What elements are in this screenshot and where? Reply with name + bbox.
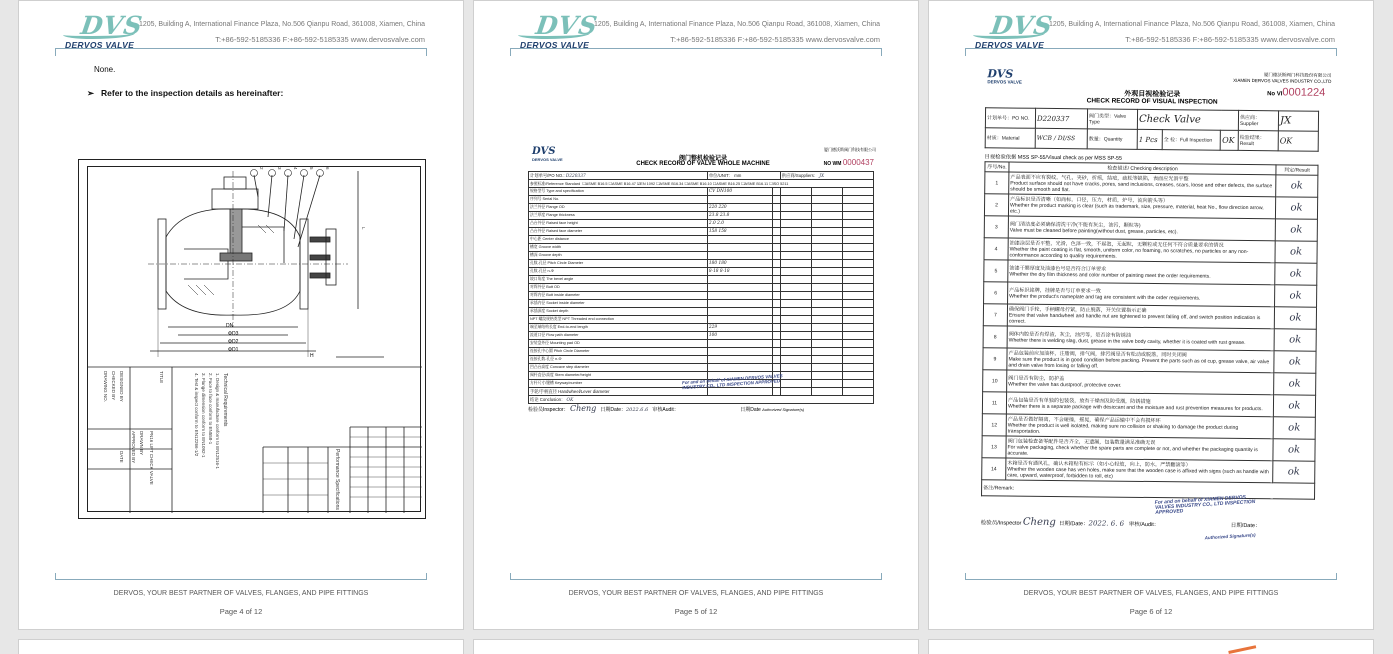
- dim-dn: DN: [226, 323, 234, 329]
- brand-name: DERVOS VALVE: [975, 40, 1045, 50]
- company-logo: DVS DERVOS VALVE: [975, 11, 1055, 50]
- balloon-label: 3: [277, 167, 282, 170]
- title-block-label: DESIGNED BY: [119, 371, 124, 402]
- footer-divider: [55, 579, 427, 580]
- header-address: 1205, Building A, International Finance Plaza, No.506 Qianpu Road, 361008, Xiamen, China: [593, 21, 880, 28]
- table-row: 孔数-孔径 Pitch Circle Diameter 180 180: [529, 260, 874, 268]
- form-logo: DVS: [532, 146, 556, 157]
- title-block-label: DRAWING NO.: [103, 371, 108, 402]
- dim-d1: ΦD1: [228, 347, 239, 353]
- title-block-label: TITLE: [159, 371, 164, 384]
- footer-divider: [965, 579, 1337, 580]
- valve-drawing: [78, 159, 426, 519]
- tech-req-title: Technical Requirements: [222, 373, 228, 427]
- form-no: No VI0001224: [1267, 86, 1326, 99]
- checklist-row: 8 阀体内腔是否有焊渣，灰尘，油污等，是否涂有防锈油 Whether there is welding slag, dust, grease in the valve body cavity, whether it is coated with rust grease. ok: [983, 326, 1316, 351]
- tech-req-item: 3. Flange dimension conform to EN1092-1: [201, 373, 206, 458]
- table-row: 凸台外径 Raised face height 2.0 2.0: [529, 220, 874, 228]
- table-row: 阀杆直径/高度 Stem diameter/height: [529, 372, 874, 380]
- checklist-row: 6 产品标识铭牌，挂牌是否与订单要求一致 Whether the product's nameplate and tag are consistent with the order requirements. ok: [984, 282, 1317, 307]
- company-logo: DVS DERVOS VALVE: [520, 11, 600, 50]
- table-row: 序列号 Serial No.: [529, 196, 874, 204]
- checklist-row: 3 阀门清洁度必须确保清洗干净(不能有灰尘，油污，颗粒等) Valve must be cleaned before painting(without dust, grease, particles, etc). ok: [984, 216, 1317, 241]
- table-row: 中心距 Center distance: [529, 236, 874, 244]
- header-contact: T:+86-592-5185336 F:+86-592-5185335 www.dervosvalve.com: [670, 35, 880, 44]
- table-row: 端至端结构长度 End-to-end length 229: [529, 324, 874, 332]
- checklist-table: 序号/No. 检查描述/ Checking description 判定/Result 1 产品表面不应有裂纹，气孔，夹砂，折痕，结疤，疏松等缺陷，表面应光滑平整 Product surface should not have cracks, pores, sand inclusions, creases, scars, loose and other defects, the surface should be smooth and flat. ok 2 产品标识是否清晰（如商标，口径，压力，材质，炉号，流向箭头等） Whether the product marking is clear (such as trademark, size, pressure, material, heat No., flow direction arrow, etc.) ok 3 阀门清洁度必须确保清洗干净(不能有灰尘，油污，颗粒等) Valve must be cleaned before painting(without dust, grease, particles, etc). ok 4 油漆涂层是否平整，光滑，色泽一致，不起泡，无起粒，无颗粒或无任何不符合质量要求的情况 Whether the paint coating is flat, smooth, uniform color, no foaming, no scratches, no particles or any non-conformance according to quality requirements. ok 5 油漆干膜厚度及油漆色号是否符合订单要求 Whether the dry film thickness and color number of painting meet the order requirements. ok 6 产品标识铭牌，挂牌是否与订单要求一致 Whether the product's nameplate and tag are consistent with the order requirements. ok 7 确保阀门手轮，手柄螺母拧紧，防止脱落，开关位置指示正确 Ensure that valve handwheel and handle nut are tightened to prevent falling off, and switch position indication is correct. ok 8 阀体内腔是否有焊渣，灰尘，油污等，是否涂有防锈油 Whether there is welding slag, dust, grease in the valve body cavity, whether it is coated with rust grease. ok 9 产品包装前应加油杯，注脂阀，排气阀，排污阀是否有松动或脱落，同时关闭阀 Make sure the product is in good condition before packing. Prevent the parts such as oil cup, grease valve, air valve and drain valve from losing or falling off. ok 10 阀门是否有防尘，防护盖 Whether the valve has dustproof, protective cover. ok 11 产品包装是否有单独的包装袋，放有干燥剂及防受潮，防锈措施 Whether there is a separate package with desiccant and the moisture and rust prevention measures for products. ok 12 产品是否做好隔离，不会碰撞，摇晃，确保产品运输中不会有损坏坏 Whether the product is well isolated, making sure no collision or shaking to damage the product during transportation. ok 13 阀门包装检查备零配件是否齐全，无遗漏，包装数量满足准确无误 For valve packaging, check whether the spare parts are complete or not, and whether the packaging quantity is accurate. ok 14 木箱是否有通风孔，确认木箱贴有标示（如小心轻放，向上，防水，严禁翻滚等） Whether the wooden case has ven holes, make sure that the wooden case is affixed with signs (such as handle with care, upward, waterproof, forbidden to roll, etc) ok 备注/Remark：: [981, 161, 1318, 499]
- brand-name: DERVOS VALVE: [520, 40, 590, 50]
- inspection-basis: 目视检验依据 MSS SP-55/Visual check as per MSS SP-55: [984, 154, 1122, 162]
- dim-l: L: [361, 227, 366, 230]
- header-divider: [510, 48, 882, 49]
- dim-h: H: [310, 353, 314, 359]
- header-contact: T:+86-592-5185336 F:+86-592-5185335 www.dervosvalve.com: [215, 35, 425, 44]
- table-row: 凸台外径 Raised face diameter 158 158: [529, 228, 874, 236]
- title-block-label: DRAWN BY: [139, 431, 144, 456]
- title-block-label: CHECKED BY: [111, 371, 116, 401]
- footer-slogan: DERVOS, YOUR BEST PARTNER OF VALVES, FLANGES, AND PIPE FITTINGS: [1023, 590, 1279, 597]
- table-row: 坡口角度 The bevel angle: [529, 276, 874, 284]
- form-logo: DVS: [987, 67, 1014, 81]
- balloon-label: 2: [259, 167, 264, 170]
- dim-d2: ΦD2: [228, 339, 239, 345]
- checklist-row: 7 确保阀门手轮，手柄螺母拧紧，防止脱落，开关位置指示正确 Ensure that valve handwheel and handle nut are tightened to prevent falling off, and switch position indication is correct. ok: [983, 304, 1316, 329]
- table-row: 凹凸台高度 Concave step diameter: [529, 364, 874, 372]
- checklist-row: 13 阀门包装检查备零配件是否齐全，无遗漏，包装数量满足准确无误 For valve packaging, check whether the spare parts are complete or not, and whether the packaging quantity is accurate. ok: [982, 436, 1315, 461]
- form-signoff: 检验员/Inspector Cheng 日期/Date：2022. 6. 6 审核/Audit： 日期/Date：: [980, 516, 1261, 530]
- table-row: 承插深度 Socket depth: [529, 308, 874, 316]
- footer-slogan: DERVOS, YOUR BEST PARTNER OF VALVES, FLANGES, AND PIPE FITTINGS: [568, 590, 824, 597]
- footer-divider: [510, 579, 882, 580]
- form-signoff: 检验员Inspector： Cheng 日期Date：2022.6.6 审核Audit： 日期Date Authorized Signature(s): [528, 404, 805, 413]
- checklist-row: 9 产品包装前应加油杯，注脂阀，排气阀，排污阀是否有松动或脱落，同时关闭阀 Make sure the product is in good condition before packing. Prevent the parts such as oil cup, grease valve, air valve and drain valve from losing or falling off. ok: [983, 348, 1316, 373]
- form-title-en: CHECK RECORD OF VISUAL INSPECTION: [1086, 97, 1218, 106]
- whole-machine-check-record: DVS DERVOS VALVE 厦门德沃斯阀门科技有限公司 阀门整机检验记录 CHECK RECORD OF VALVE WHOLE MACHINE NO WM 0000437 计划单号/PO NO.: D220337 单位/UNIT： mm 供应商/Suppliers： JX 参照标准/Reference Standard ☐ASME B16.5 ☐ASME B16.47 ☑EN 1092 ☐ASME B16.34 ☐ASME B16.10 ☐ASME B16.25 ☐ASME B16.11 ☐ISO 5211 规格型号 Type and specification CV DN100 序列号 Serial No. 法兰外径 Flange OD 220 220 法兰厚度 Flange thickness 23.8 23.8 凸台外径 Raised face height 2.0 2.0 凸台外径 Raised face diameter 158 158 中心距 Center distance 槽宽 Groove width 槽深 Groove depth 孔数-孔径 Pitch Circle Diameter 180 180 孔数-孔径 n-Φ 8-18 8-18 坡口角度 The bevel angle 对焊外径 Butt OD 对焊内径 Butt inside diameter 承插内径 Socket inside diameter 承插深度 Socket depth NPT 螺纹规格类型 NPT Threaded end connection 端至端结构长度 End-to-end length 229 流道口径 Flow path diameter 100 安装盘外径 Mounting pad OD 连接孔中心圆 Pitch Circle Diameter 连接孔数-孔径 n-Φ 凹凸台高度 Concave step diameter 阀杆直径/高度 Stem diameter/height 方杆尺寸/键槽 Keyway/number 手轮/手柄直径 Handwheel/Lever diameter 结论 Conclusion： OK 检验员Inspector： Cheng 日期Date：2022.6.6 审核Audit： 日期Date Authorized Signature(s) For and on behalf of XIAMEN DERVOS VALVES INDUSTRY CO., LTD INSPECTION APPROVED: [528, 144, 878, 420]
- table-row: 槽深 Groove depth: [529, 252, 874, 260]
- checklist-row: 14 木箱是否有通风孔，确认木箱贴有标示（如小心轻放，向上，防水，严禁翻滚等） Whether the wooden case has ven holes, make sure that the wooden case is affixed with signs (such as handle with care, upward, waterproof, forbidden to roll, etc) ok: [982, 458, 1315, 483]
- balloon-label: 6: [325, 167, 330, 170]
- document-page-4: [18, 0, 464, 630]
- checklist-row: 4 油漆涂层是否平整，光滑，色泽一致，不起泡，无起粒，无颗粒或无任何不符合质量要求的情况 Whether the paint coating is flat, smooth, uniform color, no foaming, no scratches, no particles or any non-conformance according to quality requirements. ok: [984, 238, 1317, 263]
- document-page-7: [18, 639, 464, 654]
- table-row: 对焊内径 Butt inside diameter: [529, 292, 874, 300]
- record-table: 计划单号/PO NO.: D220337 单位/UNIT： mm 供应商/Suppliers： JX 参照标准/Reference Standard ☐ASME B16.5 ☐ASME B16.47 ☑EN 1092 ☐ASME B16.34 ☐ASME B16.10 ☐ASME B16.25 ☐ASME B16.11 ☐ISO 5211 规格型号 Type and specification CV DN100 序列号 Serial No. 法兰外径 Flange OD 220 220 法兰厚度 Flange thickness 23.8 23.8 凸台外径 Raised face height 2.0 2.0 凸台外径 Raised face diameter 158 158 中心距 Center distance 槽宽 Groove width 槽深 Groove depth 孔数-孔径 Pitch Circle Diameter 180 180 孔数-孔径 n-Φ 8-18 8-18 坡口角度 The bevel angle 对焊外径 Butt OD 对焊内径 Butt inside diameter 承插内径 Socket inside diameter 承插深度 Socket depth NPT 螺纹规格类型 NPT Threaded end connection 端至端结构长度 End-to-end length 229 流道口径 Flow path diameter 100 安装盘外径 Mounting pad OD 连接孔中心圆 Pitch Circle Diameter 连接孔数-孔径 n-Φ 凹凸台高度 Concave step diameter 阀杆直径/高度 Stem diameter/height 方杆尺寸/键槽 Keyway/number 手轮/手柄直径 Handwheel/Lever diameter 结论 Conclusion： OK: [528, 171, 874, 404]
- footer-slogan: DERVOS, YOUR BEST PARTNER OF VALVES, FLANGES, AND PIPE FITTINGS: [113, 590, 369, 597]
- balloon-label: 4: [293, 167, 298, 170]
- form-title-cn: 阀门整机检验记录: [678, 156, 727, 162]
- table-row: 连接孔数-孔径 n-Φ: [529, 356, 874, 364]
- checklist-row: 2 产品标识是否清晰（如商标，口径，压力，材质，炉号，流向箭头等） Whether the product marking is clear (such as trademark, size, pressure, material, heat No., flow direction arrow, etc.) ok: [984, 194, 1317, 219]
- header-address: 1205, Building A, International Finance Plaza, No.506 Qianpu Road, 361008, Xiamen, China: [1048, 21, 1335, 28]
- page-number: Page 6 of 12: [1129, 607, 1173, 616]
- visual-inspection-record: DVS DERVOS VALVE 厦门德沃斯阀门科技股份有限公司 XIAMEN DERVOS VALVES INDUSTRY CO.,LTD 外观目视检验记录 CHECK RECORD OF VISUAL INSPECTION No VI0001224 计划单号：PO NO. D220337 阀门类型：Valve Type Check Valve 供应商：Supplier JX 材质：Material WCB / DI/SS 数量：Quantity 1 Pcs 全 检：Full Inspection OK 检验结果：Result OK 目视检验依据 MSS SP-55/Visual check as per MSS SP-55 序号/No. 检查描述/ Checking description 判定/Result 1 产品表面不应有裂纹，气孔，夹砂，折痕，结疤，疏松等缺陷，表面应光滑平整 Product surface should not have cracks, pores, sand inclusions, creases, scars, loose and other defects, the surface should be smooth and flat. ok 2 产品标识是否清晰（如商标，口径，压力，材质，炉号，流向箭头等） Whether the product marking is clear (such as trademark, size, pressure, material, heat No., flow direction arrow, etc.) ok 3 阀门清洁度必须确保清洗干净(不能有灰尘，油污，颗粒等) Valve must be cleaned before painting(without dust, grease, particles, etc). ok 4 油漆涂层是否平整，光滑，色泽一致，不起泡，无起粒，无颗粒或无任何不符合质量要求的情况 Whether the paint coating is flat, smooth, uniform color, no foaming, no scratches, no particles or any non-conformance according to quality requirements. ok 5 油漆干膜厚度及油漆色号是否符合订单要求 Whether the dry film thickness and color number of painting meet the order requirements. ok 6 产品标识铭牌，挂牌是否与订单要求一致 Whether the product's nameplate and tag are consistent with the order requirements. ok 7 确保阀门手轮，手柄螺母拧紧，防止脱落，开关位置指示正确 Ensure that valve handwheel and handle nut are tightened to prevent falling off, and switch position indication is correct. ok 8 阀体内腔是否有焊渣，灰尘，油污等，是否涂有防锈油 Whether there is welding slag, dust, grease in the valve body cavity, whether it is coated with rust grease. ok 9 产品包装前应加油杯，注脂阀，排气阀，排污阀是否有松动或脱落，同时关闭阀 Make sure the product is in good condition before packing. Prevent the parts such as oil cup, grease valve, air valve and drain valve from losing or falling off. ok 10 阀门是否有防尘，防护盖 Whether the valve has dustproof, protective cover. ok 11 产品包装是否有单独的包装袋，放有干燥剂及防受潮，防锈措施 Whether there is a separate package with desiccant and the moisture and rust prevention measures for products. ok 12 产品是否做好隔离，不会碰撞，摇晃，确保产品运输中不会有损坏坏 Whether the product is well isolated, making sure no collision or shaking to damage the product during transportation. ok 13 阀门包装检查备零配件是否齐全，无遗漏，包装数量满足准确无误 For valve packaging, check whether the spare parts are complete or not, and whether the packaging quantity is accurate. ok 14 木箱是否有通风孔，确认木箱贴有标示（如小心轻放，向上，防水，严禁翻滚等） Whether the wooden case has ven holes, make sure that the wooden case is affixed with signs (such as handle with care, upward, waterproof, forbidden to roll, etc) ok 备注/Remark： 检验员/Inspector Cheng 日期/Date：2022. 6. 6 审核/Audit： 日期/Date： For and on behalf of XIAMEN DERVOS VALVES INDUSTRY CO., LTD INSPECTION APPROVED Authorized Signature(s): [964, 61, 1335, 555]
- brand-name: DERVOS VALVE: [65, 40, 135, 50]
- refer-heading: ➢ Refer to the inspection details as hereinafter:: [87, 88, 284, 98]
- table-row: 方杆尺寸/键槽 Keyway/number: [529, 380, 874, 388]
- form-company: 厦门德沃斯阀门科技有限公司: [824, 147, 876, 152]
- inspection-stamp: For and on behalf of XIAMEN DERVOS VALVES INDUSTRY CO., LTD INSPECTION APPROVED: [1154, 494, 1256, 516]
- checklist-row: 10 阀门是否有防尘，防护盖 Whether the valve has dustproof, protective cover. ok: [983, 370, 1316, 395]
- authorized-signature: Authorized Signature(s): [1204, 532, 1256, 541]
- form-company: 厦门德沃斯阀门科技股份有限公司 XIAMEN DERVOS VALVES INDUSTRY CO.,LTD: [1233, 72, 1332, 84]
- document-page-6: [928, 0, 1374, 630]
- inspection-stamp: For and on behalf of XIAMEN DERVOS VALVES INDUSTRY CO., LTD INSPECTION APPROVED: [681, 373, 783, 391]
- document-page-8: [473, 639, 919, 654]
- table-row: 流道口径 Flow path diameter 100: [529, 332, 874, 340]
- table-row: 法兰外径 Flange OD 220 220: [529, 204, 874, 212]
- form-no: NO WM 0000437: [823, 158, 874, 167]
- table-row: 连接孔中心圆 Pitch Circle Diameter: [529, 348, 874, 356]
- table-row: NPT 螺纹规格类型 NPT Threaded end connection: [529, 316, 874, 324]
- document-page-5: [473, 0, 919, 630]
- table-row: 规格型号 Type and specification CV DN100: [529, 188, 874, 196]
- header-address: 1205, Building A, International Finance Plaza, No.506 Qianpu Road, 361008, Xiamen, China: [138, 21, 425, 28]
- valve-cross-section: [88, 167, 422, 513]
- none-text: None.: [94, 65, 116, 74]
- table-row: 槽宽 Groove width: [529, 244, 874, 252]
- checklist-row: 12 产品是否做好隔离，不会碰撞，摇晃，确保产品运输中不会有损坏坏 Whether the product is well isolated, making sure no collision or shaking to damage the product during transportation. ok: [982, 414, 1315, 439]
- balloon-label: 5: [309, 167, 314, 170]
- header-contact: T:+86-592-5185336 F:+86-592-5185335 www.dervosvalve.com: [1125, 35, 1335, 44]
- form-title-en: CHECK RECORD OF VALVE WHOLE MACHINE: [636, 161, 770, 167]
- perf-spec-title: Performance Specifications: [334, 449, 340, 510]
- arrow-bullet-icon: ➢: [87, 88, 95, 98]
- dim-d3: ΦD3: [228, 331, 239, 337]
- tech-req-item: 4. Test & inspect conform to EN12266-1/2: [194, 373, 199, 457]
- page-preview-mark: [1228, 645, 1257, 654]
- table-row: 法兰厚度 Flange thickness 23.8 23.8: [529, 212, 874, 220]
- company-logo: DVS DERVOS VALVE: [65, 11, 145, 50]
- checklist-row: 11 产品包装是否有单独的包装袋，放有干燥剂及防受潮，防锈措施 Whether there is a separate package with desiccant and the moisture and rust prevention measures for products. ok: [982, 392, 1315, 417]
- tech-req-item: 2. Face to face conform to EN558-1: [208, 373, 213, 445]
- table-row: 孔数-孔径 n-Φ 8-18 8-18: [529, 268, 874, 276]
- table-row: 对焊外径 Butt OD: [529, 284, 874, 292]
- checklist-row: 1 产品表面不应有裂纹，气孔，夹砂，折痕，结疤，疏松等缺陷，表面应光滑平整 Product surface should not have cracks, pores, sand inclusions, creases, scars, loose and other defects, the surface should be smooth and flat. ok: [985, 172, 1318, 197]
- form-title-cn: 外观目视检验记录: [1124, 90, 1181, 99]
- header-divider: [55, 48, 427, 49]
- header-divider: [965, 48, 1337, 49]
- title-block-label: APPROVED BY: [131, 431, 136, 464]
- table-row: 承插内径 Socket inside diameter: [529, 300, 874, 308]
- page-number: Page 5 of 12: [674, 607, 718, 616]
- drawing-title: PN16 LIFT CHECK VALVE: [149, 431, 154, 485]
- page-number: Page 4 of 12: [219, 607, 263, 616]
- checklist-row: 5 油漆干膜厚度及油漆色号是否符合订单要求 Whether the dry film thickness and color number of painting meet the order requirements. ok: [984, 260, 1317, 285]
- document-page-9: [928, 639, 1374, 654]
- tech-req-item: 1. Design & manufacture conform to EN12516-1: [215, 373, 220, 470]
- table-row: 安装盘外径 Mounting pad OD: [529, 340, 874, 348]
- inspection-summary: 计划单号：PO NO. D220337 阀门类型：Valve Type Check Valve 供应商：Supplier JX 材质：Material WCB / DI/SS 数量：Quantity 1 Pcs 全 检：Full Inspection OK 检验结果：Result OK: [985, 107, 1319, 151]
- title-block-label: DATE: [119, 451, 124, 463]
